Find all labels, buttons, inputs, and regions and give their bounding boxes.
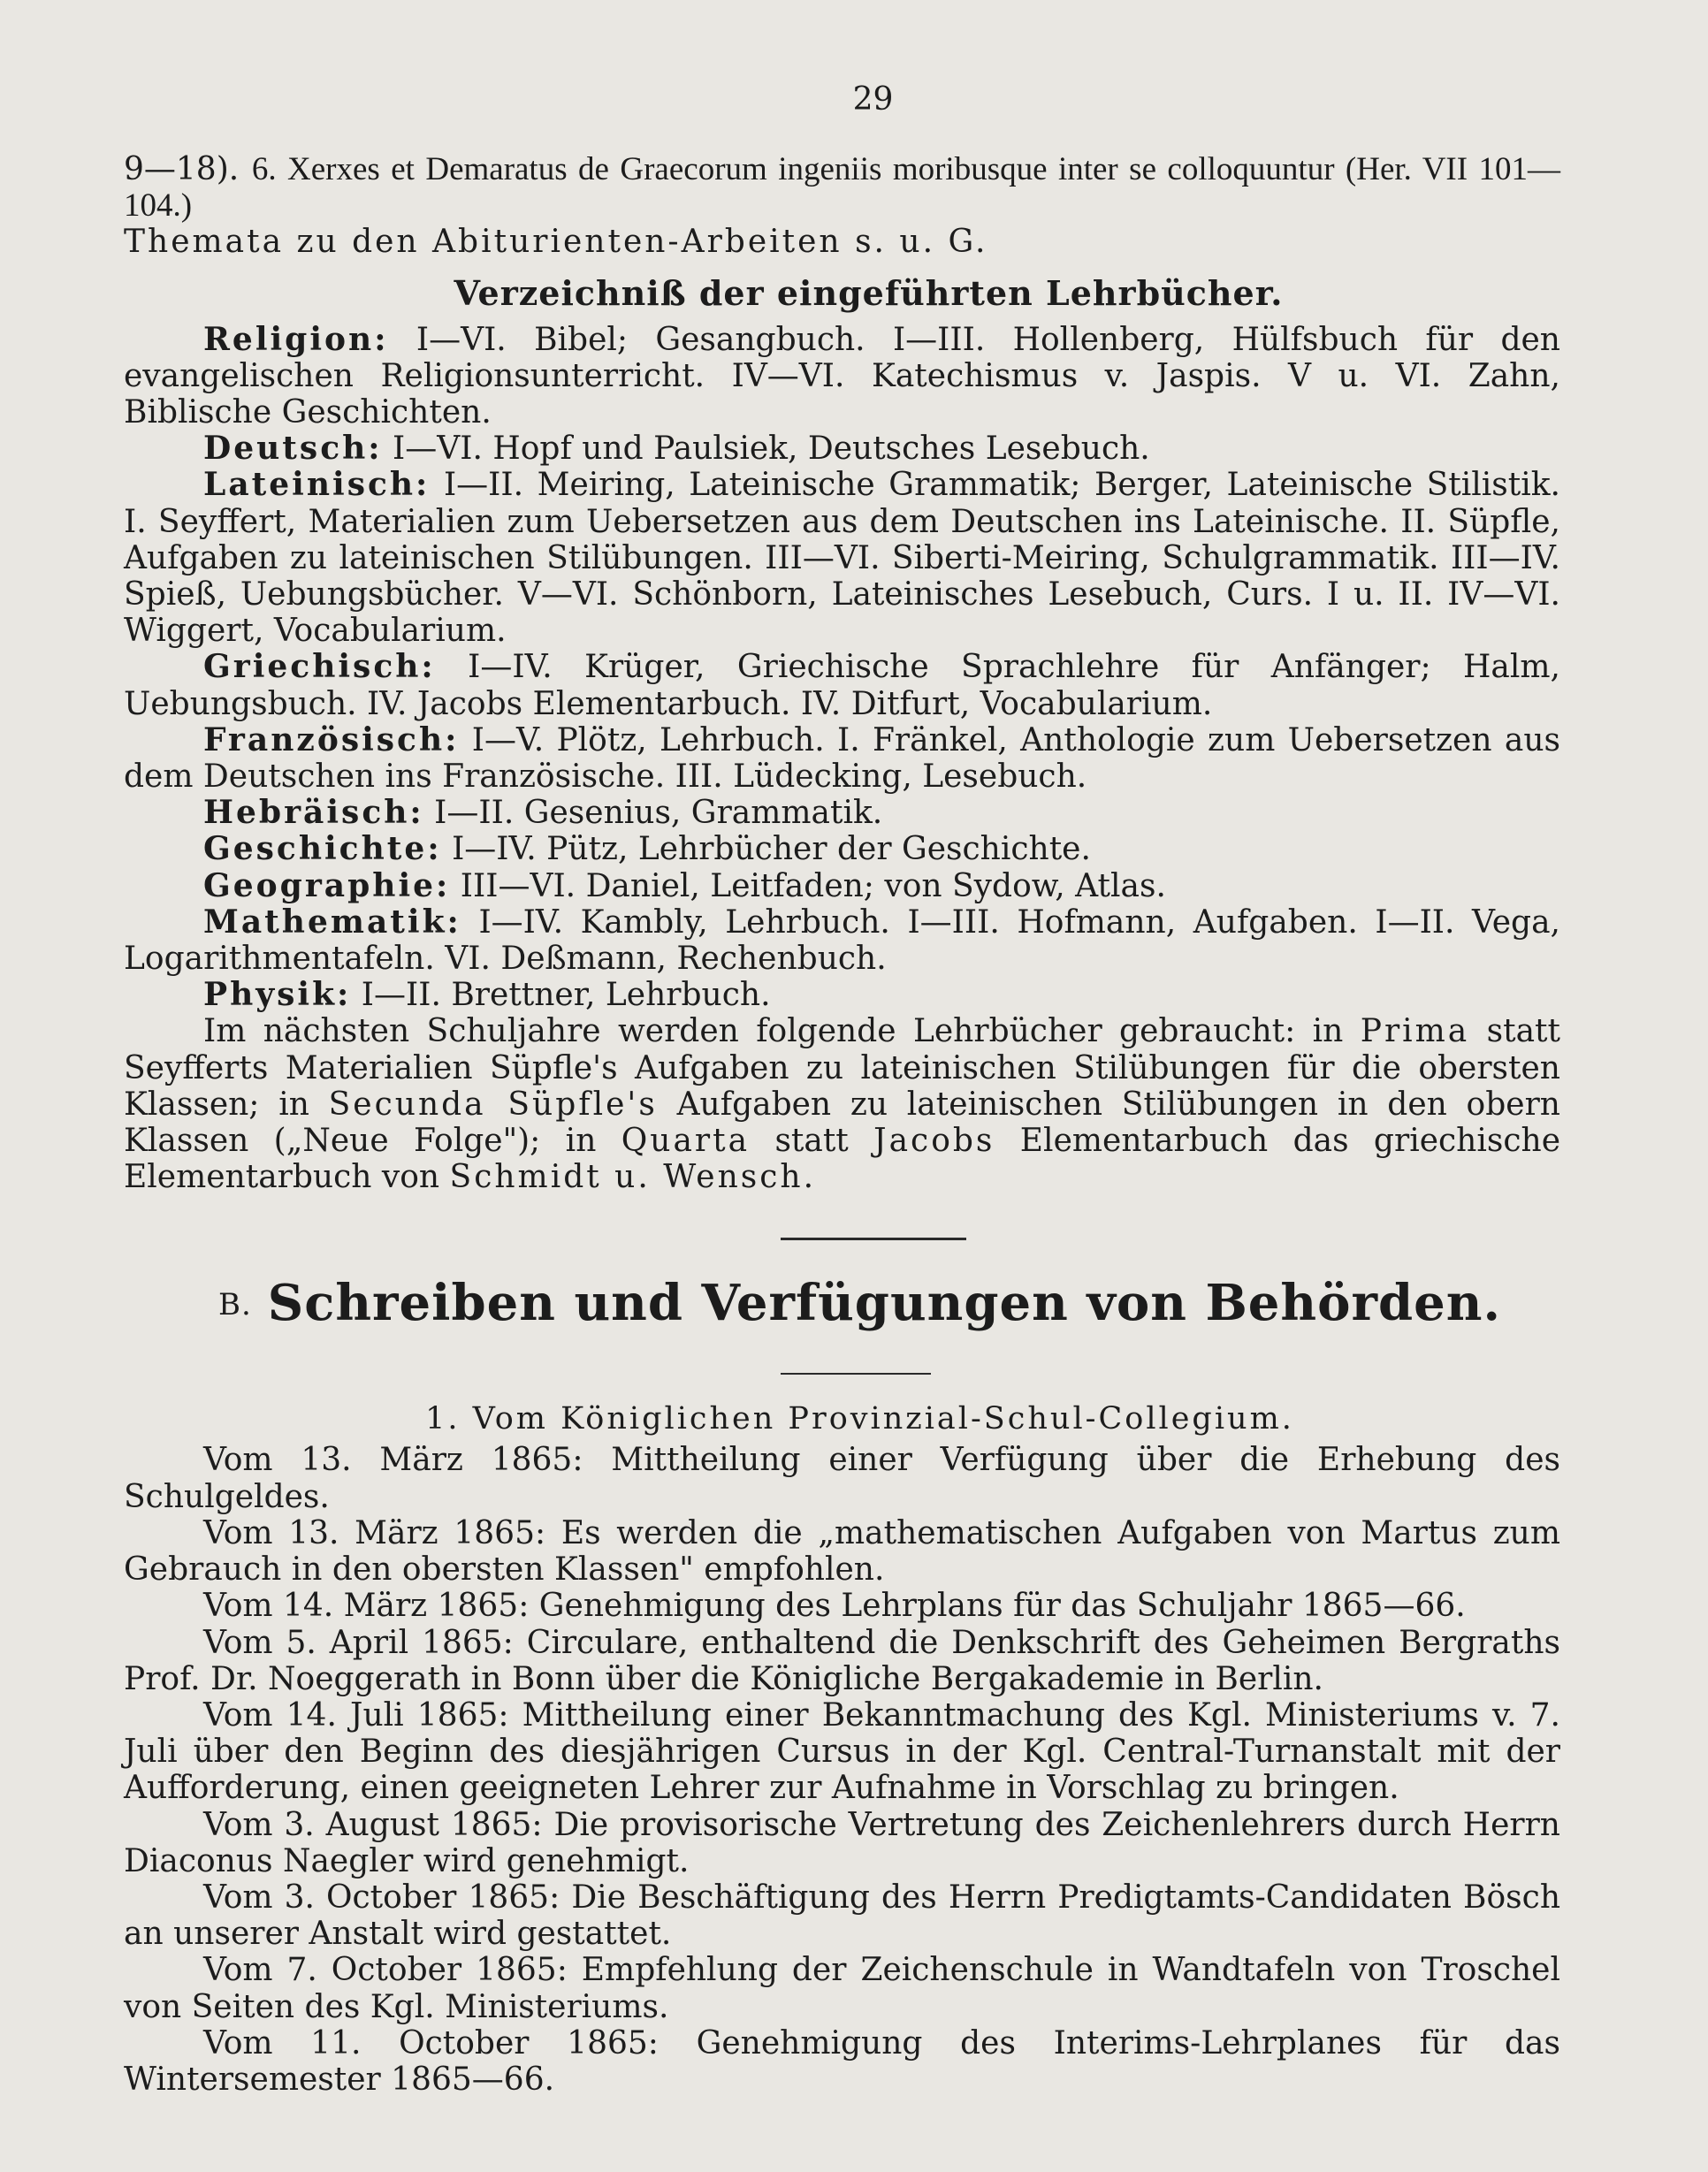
entry-date: Vom 11. October 1865: bbox=[203, 2024, 659, 2061]
subject-name: Religion: bbox=[203, 320, 389, 358]
subject-physik bbox=[124, 977, 1560, 1013]
subject-religion bbox=[124, 322, 1560, 431]
entry bbox=[124, 2025, 1560, 2098]
section-letter: B. bbox=[218, 1287, 252, 1323]
entry-text: Genehmigung des Interims-Lehrplanes für das Wintersemester 1865—66. bbox=[124, 2024, 1560, 2098]
entry bbox=[124, 1442, 1560, 1514]
subject-geographie bbox=[124, 868, 1560, 904]
intro-ref: 9—18). bbox=[124, 151, 240, 187]
secunda-label: Secunda Süpfle's bbox=[328, 1086, 658, 1123]
entry-text: Es werden die „mathematischen Aufgaben von Martus zum Gebrauch in den obersten Klassen" empfohlen. bbox=[124, 1514, 1560, 1589]
lehrbuecher-heading: Verzeichniß der eingeführten Lehrbücher. bbox=[454, 272, 1284, 313]
next-year-text-5: Elementarbuch das griechische Elementarbuch von bbox=[124, 1123, 1560, 1196]
entry bbox=[124, 1588, 1560, 1624]
subject-name: Hebräisch: bbox=[203, 794, 424, 832]
page-number: 29 bbox=[852, 81, 894, 118]
entry-date: Vom 13. März 1865: bbox=[203, 1442, 583, 1479]
entry bbox=[124, 1952, 1560, 2024]
entry-text: Mittheilung einer Bekanntmachung des Kgl. Ministeriums v. 7. Juli über den Beginn des diesjährigen Cursus in der Kgl. Central-Turnanstalt mit der Aufforderung, einen geeigneten Lehrer zur Aufnahme in Vorschlag zu bringen. bbox=[124, 1696, 1560, 1807]
subject-lateinisch bbox=[124, 467, 1560, 649]
entry-text: Empfehlung der Zeichenschule in Wandtafeln von Troschel von Seiten des Kgl. Ministeriums. bbox=[124, 1952, 1560, 2025]
entry-text: Die provisorische Vertretung des Zeichenlehrers durch Herrn Diaconus Naegler wird genehmigt. bbox=[124, 1806, 1560, 1879]
schmidt-label: Schmidt u. Wensch. bbox=[449, 1159, 817, 1196]
next-year-text-4: statt bbox=[774, 1123, 849, 1160]
subject-text: I—IV. Kambly, Lehrbuch. I—III. Hofmann, Aufgaben. I—II. Vega, Logarithmentafeln. VI. Deßmann, Rechenbuch. bbox=[124, 903, 1560, 978]
subject-text: I—IV. Pütz, Lehrbücher der Geschichte. bbox=[452, 831, 1091, 868]
subject-mathematik bbox=[124, 904, 1560, 977]
entry bbox=[124, 1625, 1560, 1697]
subject-hebraeisch bbox=[124, 795, 1560, 831]
subject-text: I—V. Plötz, Lehrbuch. I. Fränkel, Anthologie zum Uebersetzen aus dem Deutschen ins Französische. III. Lüdecking, Lesebuch. bbox=[124, 721, 1560, 796]
subject-name: Geographie: bbox=[203, 866, 451, 904]
subject-griechisch bbox=[124, 649, 1560, 721]
entry bbox=[124, 1515, 1560, 1588]
entry-date: Vom 5. April 1865: bbox=[203, 1624, 514, 1661]
subject-text: I—IV. Krüger, Griechische Sprachlehre für Anfänger; Halm, Uebungsbuch. IV. Jacobs Elementarbuch. IV. Ditfurt, Vocabularium. bbox=[124, 649, 1560, 722]
section-divider bbox=[781, 1238, 966, 1240]
section-title: Schreiben und Verfügungen von Behörden. bbox=[267, 1274, 1501, 1333]
intro-paragraph bbox=[124, 151, 1560, 224]
entry bbox=[124, 1879, 1560, 1952]
subject-text: I—II. Meiring, Lateinische Grammatik; Berger, Lateinische Stilistik. I. Seyffert, Materialien zum Uebersetzen aus dem Deutschen ins Lateinische. II. Süpfle, Aufgaben zu lateinischen Stilübungen. III—VI. Siberti-Meiring, Schulgrammatik. III—IV. Spieß, Uebungsbücher. V—VI. Schönborn, Lateinisches Lesebuch, Curs. I u. II. IV—VI. Wiggert, Vocabularium. bbox=[124, 467, 1560, 650]
subject-deutsch bbox=[124, 431, 1560, 467]
subject-name: Physik: bbox=[203, 976, 352, 1014]
next-year-text-2: statt Seyfferts Materialien Süpfle's Aufgaben zu lateinischen Stilübungen für die obersten Klassen; in bbox=[124, 1013, 1560, 1123]
next-year-paragraph bbox=[124, 1013, 1560, 1195]
subject-text: I—II. Brettner, Lehrbuch. bbox=[361, 977, 771, 1014]
entry bbox=[124, 1697, 1560, 1807]
subject-geschichte bbox=[124, 831, 1560, 867]
entry-text: Circulare, enthaltend die Denkschrift des Geheimen Bergraths Prof. Dr. Noeggerath in Bonn über die Königliche Bergakademie in Berlin. bbox=[124, 1624, 1560, 1697]
subject-text: I—VI. Hopf und Paulsiek, Deutsches Lesebuch. bbox=[393, 431, 1150, 468]
entry-date: Vom 14. Juli 1865: bbox=[203, 1696, 509, 1734]
subject-text: III—VI. Daniel, Leitfaden; von Sydow, Atlas. bbox=[460, 867, 1166, 904]
entry-text: Mittheilung einer Verfügung über die Erhebung des Schulgeldes. bbox=[124, 1442, 1560, 1515]
entry bbox=[124, 1807, 1560, 1879]
subject-name: Griechisch: bbox=[203, 648, 436, 686]
prima-label: Prima bbox=[1360, 1013, 1470, 1050]
entry-text: Genehmigung des Lehrplans für das Schuljahr 1865—66. bbox=[538, 1588, 1466, 1625]
subsection-heading: 1. Vom Königlichen Provinzial-Schul-Collegium. bbox=[425, 1401, 1294, 1437]
intro-latin-title: 6. Xerxes et Demaratus de Graecorum ingeniis moribusque inter se colloquuntur (Her. VII 101—104.) bbox=[124, 151, 1560, 225]
next-year-text-1: Im nächsten Schuljahre werden folgende Lehrbücher gebraucht: in bbox=[203, 1013, 1344, 1050]
subject-text: I—II. Gesenius, Grammatik. bbox=[434, 795, 883, 832]
entry-date: Vom 3. August 1865: bbox=[203, 1806, 543, 1843]
entry-date: Vom 13. März 1865: bbox=[203, 1514, 546, 1551]
entry-date: Vom 7. October 1865: bbox=[203, 1952, 568, 1989]
section-b-heading bbox=[124, 1274, 1560, 1332]
subject-name: Lateinisch: bbox=[203, 466, 431, 504]
subject-name: Geschichte: bbox=[203, 830, 442, 868]
next-year-text-3: Aufgaben zu lateinischen Stilübungen in den obern Klassen („Neue Folge"); in bbox=[124, 1086, 1560, 1160]
entry-date: Vom 3. October 1865: bbox=[203, 1879, 560, 1916]
entry-text: Die Beschäftigung des Herrn Predigtamts-Candidaten Bösch an unserer Anstalt wird gestattet. bbox=[124, 1879, 1561, 1953]
subject-name: Mathematik: bbox=[203, 903, 461, 941]
subject-name: Deutsch: bbox=[203, 430, 383, 468]
subject-franzoesisch bbox=[124, 722, 1560, 795]
subject-name: Französisch: bbox=[203, 720, 460, 758]
subsection-divider bbox=[781, 1373, 931, 1375]
jacobs-label: Jacobs bbox=[873, 1123, 995, 1160]
entry-date: Vom 14. März 1865: bbox=[203, 1588, 530, 1625]
subject-text: I—VI. Bibel; Gesangbuch. I—III. Hollenberg, Hülfsbuch für den evangelischen Religionsunterricht. IV—VI. Katechismus v. Jaspis. V u. VI. Zahn, Biblische Geschichten. bbox=[124, 321, 1560, 431]
themata-line: Themata zu den Abiturienten-Arbeiten s. u. G. bbox=[124, 224, 988, 261]
quarta-label: Quarta bbox=[621, 1123, 751, 1160]
